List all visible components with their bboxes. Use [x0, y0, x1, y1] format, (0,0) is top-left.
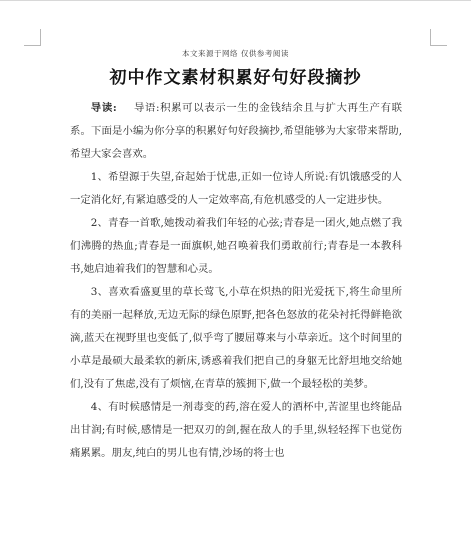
paragraph-2: 2、青春一首歌,她拨动着我们年轻的心弦;青春是一团火,她点燃了我们沸腾的热血;青春是一面旗帜,她召唤着我们勇敢前行;青春是一本教科书,她启迪着我们的智慧和心灵。 — [70, 217, 402, 275]
source-note: 本文来源于网络 仅供参考阅读 — [182, 49, 289, 58]
page-corner-mark-left — [24, 29, 41, 46]
intro-paragraph — [70, 97, 402, 166]
paragraph-4: 4、有时候感情是一剂毒变的药,溶在爱人的酒杯中,苦涩里也终能品出甘润;有时候,感情是一把双刃的剑,握在敌人的手里,纵轻轻挥下也觉伤痛累累。朋友,纯白的男儿也有情,沙场的将士也 — [70, 401, 402, 459]
paragraph-3: 3、喜欢看盛夏里的草长莺飞,小草在炽热的阳光爱抚下,将生命里所有的美丽一起释放,无边无际的绿色原野,把各色怒放的花朵衬托得鲜艳欲滴,蓝天在视野里也变低了,似乎弯了腰屈尊来与小草亲近。这个时间里的小草是最硕大最柔软的新床,诱惑着我们把自己的身躯无比舒坦地交给她们,没有了焦虑,没有了烦恼,在青草的簇拥下,做一个最轻松的美梦。 — [70, 286, 402, 390]
intro-text: 导语:积累可以表示一生的金钱结余且与扩大再生产有联系。下面是小编为你分享的积累好句好段摘抄,希望能够为大家带来帮助,希望大家会喜欢。 — [70, 102, 402, 160]
page-corner-mark-right — [430, 29, 447, 46]
paragraph-1: 1、希望源于失望,奋起始于忧患,正如一位诗人所说:有饥饿感受的人一定消化好,有紧迫感受的人一定效率高,有危机感受的人一定进步快。 — [70, 171, 402, 206]
document-body — [70, 97, 402, 465]
document-title: 初中作文素材积累好句好段摘抄 — [109, 68, 362, 88]
intro-label: 导读: — [90, 102, 117, 114]
